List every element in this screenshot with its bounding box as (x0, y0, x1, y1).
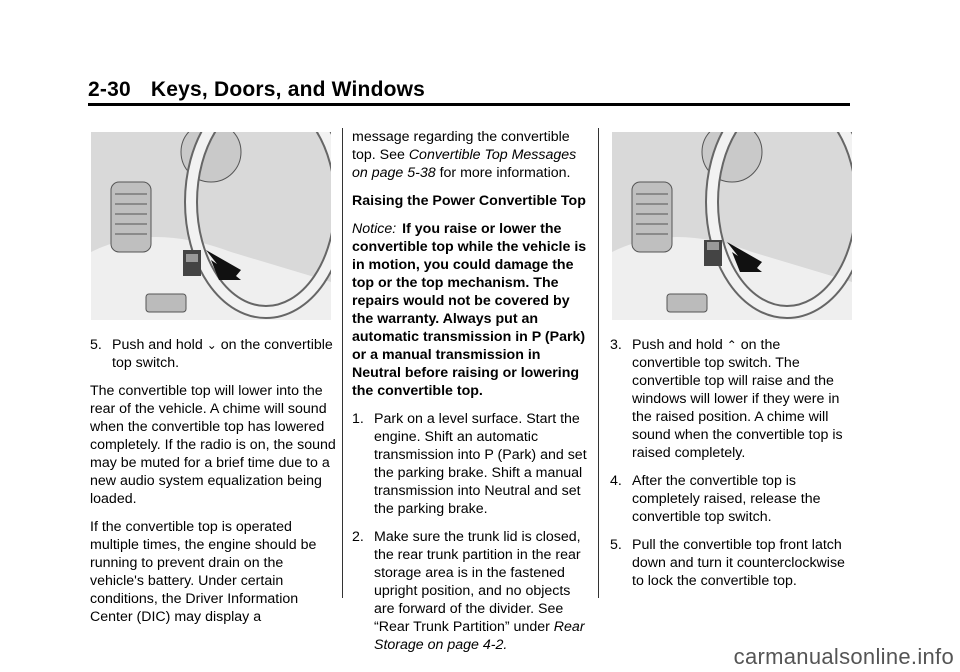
header-rule (88, 103, 850, 106)
step-5-lower (90, 336, 336, 372)
page-header (88, 78, 425, 102)
watermark: carmanualsonline.info (733, 644, 954, 669)
column-1 (90, 336, 336, 636)
cross-reference: Rear Storage on page 4-2. (374, 619, 585, 653)
step-text: Push and hold ⌄ on the convertible top switch. (112, 337, 333, 371)
step-4: 4. After the convertible top is completely raised, release the convertible top switch. (610, 473, 821, 525)
paragraph: The convertible top will lower into the rear of the vehicle. A chime will sound when the convertible top has lowered completely. If the radio is on, the sound may be muted for a brief time due to a new audio system equalization being loaded. (90, 383, 336, 507)
notice-block: Notice: If you raise or lower the convertible top while the vehicle is in motion, you could damage the top or the top mechanism. The repairs would not be covered by the warranty. Always put an automatic transmission in P (Park) or a manual transmission in Neutral before raising or lowering the convertible top. (352, 221, 587, 399)
column-divider-2 (598, 128, 599, 598)
step-number: 5. (90, 337, 102, 353)
column-2 (352, 128, 588, 664)
steering-wheel-illustration (91, 132, 331, 320)
page-number: 2-30 (88, 78, 131, 101)
chevron-down-icon: ⌄ (206, 338, 217, 352)
cross-reference: Convertible Top Messages on page 5-38 (352, 147, 577, 181)
step-5-latch: 5. Pull the convertible top front latch down and turn it counterclockwise to lock the convertible top. (610, 537, 845, 589)
column-3 (610, 336, 850, 600)
paragraph-continued: message regarding the convertible top. See Convertible Top Messages on page 5-38 for more information. (352, 129, 577, 181)
notice-label: Notice: (352, 221, 397, 237)
subheading: Raising the Power Convertible Top (352, 193, 586, 209)
step-3-raise: 3. Push and hold ⌃ on the convertible top switch. The convertible top will raise and the windows will lower if they were in the raised position. A chime will sound when the convertible top is raised completely. (610, 337, 843, 461)
dashboard-illustration-right (612, 132, 852, 320)
dashboard-illustration-left (91, 132, 331, 320)
chevron-up-icon: ⌃ (726, 338, 737, 352)
steering-wheel-illustration (612, 132, 852, 320)
paragraph: If the convertible top is operated multiple times, the engine should be running to prevent drain on the vehicle's battery. Under certain conditions, the Driver Information Center (DIC) may display a (90, 519, 317, 625)
column-divider-1 (342, 128, 343, 598)
section-title: Keys, Doors, and Windows (150, 78, 426, 101)
step-1: 1. Park on a level surface. Start the engine. Shift an automatic transmission into P (Park) and set the parking brake. Shift a manual transmission into Neutral and set the parking brake. (352, 411, 587, 517)
step-2: 2. Make sure the trunk lid is closed, the rear trunk partition in the rear storage area is in the fastened upright position, and no objects are forward of the divider. See “Rear Trunk Partition” under Rear Storage on page 4-2. (352, 529, 585, 653)
